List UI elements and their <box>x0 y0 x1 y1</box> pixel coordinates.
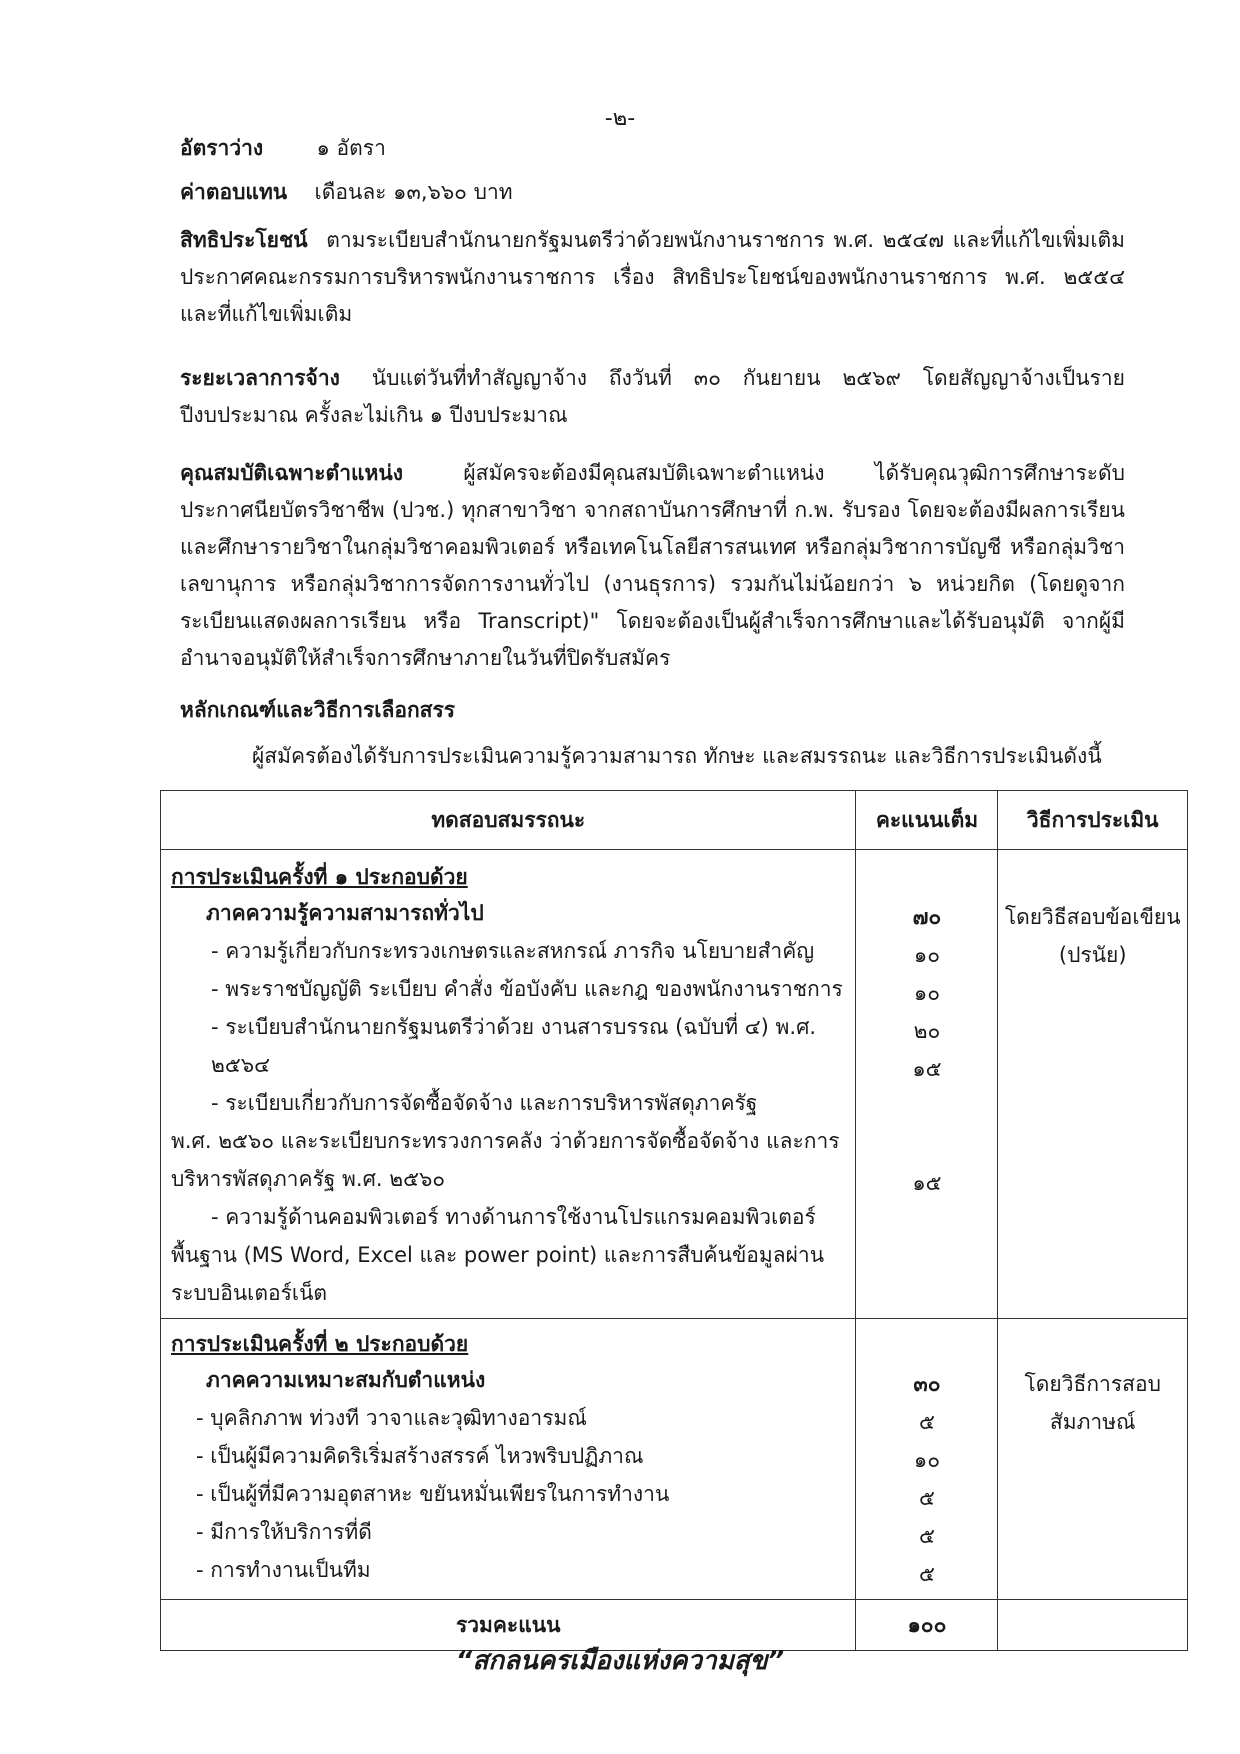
header-score: คะแนนเต็ม <box>856 791 998 850</box>
item-score: ๕ <box>918 1486 935 1510</box>
round1-row <box>161 850 1188 1319</box>
qualifications-label: คุณสมบัติเฉพาะตำแหน่ง <box>180 461 403 485</box>
list-item: - บุคลิกภาพ ท่วงที วาจาและวุฒิทางอารมณ์ <box>196 1406 587 1430</box>
compensation-label: ค่าตอบแทน <box>180 180 288 204</box>
list-item: - ความรู้เกี่ยวกับกระทรวงเกษตรและสหกรณ์ ภารกิจ นโยบายสำคัญ <box>211 939 815 963</box>
list-item: - ระเบียบสำนักนายกรัฐมนตรีว่าด้วย งานสารบรรณ (ฉบับที่ ๔) พ.ศ. ๒๕๖๔ <box>211 1015 817 1077</box>
vacancy-label: อัตราว่าง <box>180 136 264 160</box>
item-score: ๑๕ <box>912 1057 942 1081</box>
round1-title: การประเมินครั้งที่ ๑ ประกอบด้วย <box>171 865 468 889</box>
total-label: รวมคะแนน <box>161 1600 856 1651</box>
item-score: ๑๐ <box>913 981 941 1005</box>
round2-method <box>998 1319 1188 1600</box>
compensation-line <box>180 174 513 210</box>
table-header-row <box>161 791 1188 850</box>
list-item-continuation: พื้นฐาน (MS Word, Excel และ power point) และการสืบค้นข้อมูลผ่าน <box>171 1243 825 1267</box>
round1-subtitle: ภาคความรู้ความสามารถทั่วไป <box>206 901 484 925</box>
criteria-intro: ผู้สมัครต้องได้รับการประเมินความรู้ความสามารถ ทักษะ และสมรรถนะ และวิธีการประเมินดังนี้ <box>252 744 1102 768</box>
round1-scores <box>856 850 998 1319</box>
list-item-continuation: บริหารพัสดุภาครัฐ พ.ศ. ๒๕๖๐ <box>171 1167 446 1191</box>
item-score: ๕ <box>918 1524 935 1548</box>
list-item: - ความรู้ด้านคอมพิวเตอร์ ทางด้านการใช้งานโปรแกรมคอมพิวเตอร์ <box>211 1205 816 1229</box>
item-score: ๕ <box>918 1562 935 1586</box>
list-item: - ระเบียบเกี่ยวกับการจัดซื้อจัดจ้าง และการบริหารพัสดุภาครัฐ <box>211 1091 758 1115</box>
item-score: ๕ <box>918 1410 935 1434</box>
qualifications-paragraph <box>180 455 1125 677</box>
list-item: - มีการให้บริการที่ดี <box>196 1520 372 1544</box>
assessment-table <box>160 790 1188 1651</box>
list-item: - พระราชบัญญัติ ระเบียบ คำสั่ง ข้อบังคับ และกฎ ของพนักงานราชการ <box>211 977 843 1001</box>
benefits-text: ตามระเบียบสำนักนายกรัฐมนตรีว่าด้วยพนักงานราชการ พ.ศ. ๒๕๔๗ และที่แก้ไขเพิ่มเติม ประกาศคณะกรรมการบริหารพนักงานราชการ เรื่อง สิทธิประโยชน์ของพนักงานราชการ พ.ศ. ๒๕๕๔ และที่แก้ไขเพิ่มเติม <box>180 228 1125 326</box>
footer-slogan: “สกลนครเมืองแห่งความสุข” <box>455 1646 785 1676</box>
qualifications-text: ผู้สมัครจะต้องมีคุณสมบัติเฉพาะตำแหน่ง ได้รับคุณวุฒิการศึกษาระดับประกาศนียบัตรวิชาชีพ (ปวช.) ทุกสาขาวิชา จากสถาบันการศึกษาที่ ก.พ. รับรอง โดยจะต้องมีผลการเรียนและศึกษารายวิชาในกลุ่มวิชาคอมพิวเตอร์ หรือเทคโนโลยีสารสนเทศ หรือกลุ่มวิชาการบัญชี หรือกลุ่มวิชาเลขานุการ หรือกลุ่มวิชาการจัดการงานทั่วไป (งานธุรการ) รวมกันไม่น้อยกว่า ๖ หน่วยกิต (โดยดูจากระเบียนแสดงผลการเรียน หรือ Transcript)" โดยจะต้องเป็นผู้สำเร็จการศึกษาและได้รับอนุมัติ จากผู้มีอำนาจอนุมัติให้สำเร็จการศึกษาภายในวันที่ปิดรับสมัคร <box>180 461 1125 670</box>
round2-row <box>161 1319 1188 1600</box>
employment-period-label: ระยะเวลาการจ้าง <box>180 366 340 390</box>
round2-subtitle-score: ๓๐ <box>913 1372 941 1396</box>
list-item: - การทำงานเป็นทีม <box>196 1558 371 1582</box>
compensation-value: เดือนละ ๑๓,๖๖๐ บาท <box>314 180 513 204</box>
list-item-continuation: พ.ศ. ๒๕๖๐ และระเบียบกระทรวงการคลัง ว่าด้วยการจัดซื้อจัดจ้าง และการ <box>171 1129 840 1153</box>
round2-content <box>161 1319 856 1600</box>
round1-method-line2: (ปรนัย) <box>1058 943 1127 967</box>
item-score: ๒๐ <box>913 1019 941 1043</box>
item-score: ๑๕ <box>912 1171 942 1195</box>
item-score: ๑๐ <box>913 943 941 967</box>
benefits-paragraph <box>180 222 1125 333</box>
round1-method <box>998 850 1188 1319</box>
employment-period-paragraph <box>180 360 1125 434</box>
vacancy-value: ๑ อัตรา <box>316 136 386 160</box>
round1-subtitle-score: ๗๐ <box>912 905 942 929</box>
criteria-heading: หลักเกณฑ์และวิธีการเลือกสรร <box>180 698 456 722</box>
header-test: ทดสอบสมรรถนะ <box>161 791 856 850</box>
benefits-label: สิทธิประโยชน์ <box>180 228 308 252</box>
round2-scores <box>856 1319 998 1600</box>
employment-period-text: นับแต่วันที่ทำสัญญาจ้าง ถึงวันที่ ๓๐ กันยายน ๒๕๖๙ โดยสัญญาจ้างเป็นรายปีงบประมาณ ครั้งละไม่เกิน ๑ ปีงบประมาณ <box>180 366 1125 427</box>
round2-subtitle: ภาคความเหมาะสมกับตำแหน่ง <box>206 1368 486 1392</box>
list-item: - เป็นผู้มีความคิดริเริ่มสร้างสรรค์ ไหวพริบปฏิภาณ <box>196 1444 644 1468</box>
round1-content <box>161 850 856 1319</box>
round2-title: การประเมินครั้งที่ ๒ ประกอบด้วย <box>171 1332 469 1356</box>
list-item-continuation: ระบบอินเตอร์เน็ต <box>171 1281 328 1305</box>
item-score: ๑๐ <box>913 1448 941 1472</box>
list-item: - เป็นผู้ที่มีความอุตสาหะ ขยันหมั่นเพียรในการทำงาน <box>196 1482 670 1506</box>
page-number: -๒- <box>604 106 636 131</box>
header-method: วิธีการประเมิน <box>998 791 1188 850</box>
vacancy-line <box>180 130 386 166</box>
round2-method-line2: สัมภาษณ์ <box>1049 1410 1136 1434</box>
round2-method-line1: โดยวิธีการสอบ <box>1024 1372 1161 1396</box>
round1-method-line1: โดยวิธีสอบข้อเขียน <box>1004 905 1181 929</box>
total-score: ๑๐๐ <box>856 1600 998 1651</box>
